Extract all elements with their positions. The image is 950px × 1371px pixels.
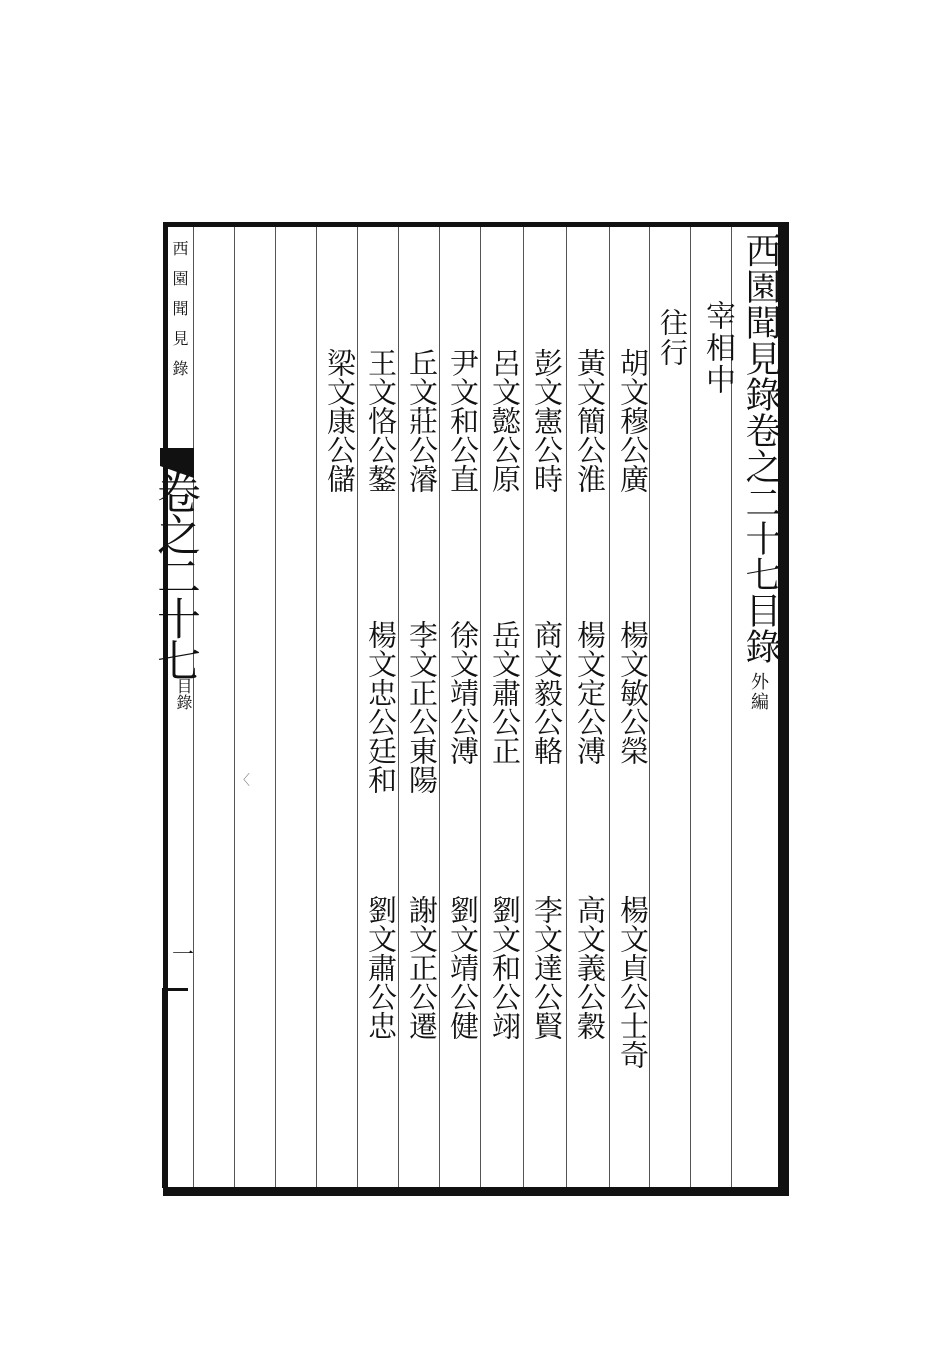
entry-name: 楊文敏公榮 — [616, 620, 650, 765]
entry-name: 商文毅公輅 — [530, 620, 564, 765]
entry-name: 徐文靖公溥 — [446, 620, 480, 765]
column-rule — [275, 227, 276, 1187]
entry-name: 劉文靖公健 — [446, 895, 480, 1040]
entry-name: 李文正公東陽 — [405, 620, 439, 794]
column-rule — [316, 227, 317, 1187]
column-rule — [690, 227, 691, 1187]
entry-name: 彭文憲公時 — [530, 348, 564, 493]
entry-name: 呂文懿公原 — [488, 348, 522, 493]
entry-name: 王文恪公鏊 — [364, 348, 398, 493]
entry-name: 楊文定公溥 — [573, 620, 607, 765]
entry-name: 劉文和公翊 — [488, 895, 522, 1040]
page-title: 西園聞見錄卷之二十七目錄 — [740, 232, 781, 664]
ink-speck: 〈 — [236, 773, 250, 789]
entry-name: 劉文肅公忠 — [364, 895, 398, 1040]
margin-page-number: 一 — [172, 943, 195, 968]
margin-volume: 卷之二十七 — [149, 470, 200, 680]
entry-name: 梁文康公儲 — [323, 348, 357, 493]
chapter-heading: 宰相中 — [700, 300, 735, 396]
subsection-heading: 往行 — [656, 308, 689, 368]
entry-name: 高文義公穀 — [573, 895, 607, 1040]
page-border-bottom — [163, 1187, 788, 1196]
entry-name: 黃文簡公淮 — [573, 348, 607, 493]
entry-name: 楊文貞公士奇 — [616, 895, 650, 1069]
entry-name: 胡文穆公廣 — [616, 348, 650, 493]
entry-name: 岳文肅公正 — [488, 620, 522, 765]
column-rule — [234, 227, 235, 1187]
entry-name: 尹文和公直 — [446, 348, 480, 493]
entry-name: 丘文莊公濬 — [405, 348, 439, 493]
margin-section: 目錄 — [174, 678, 193, 710]
entry-name: 謝文正公遷 — [405, 895, 439, 1040]
entry-name: 李文達公賢 — [530, 895, 564, 1040]
margin-corner-mark — [162, 988, 188, 1188]
edition-label: 外編 — [748, 672, 769, 712]
entry-name: 楊文忠公廷和 — [364, 620, 398, 794]
margin-book-title: 西園聞見錄 — [170, 240, 189, 390]
